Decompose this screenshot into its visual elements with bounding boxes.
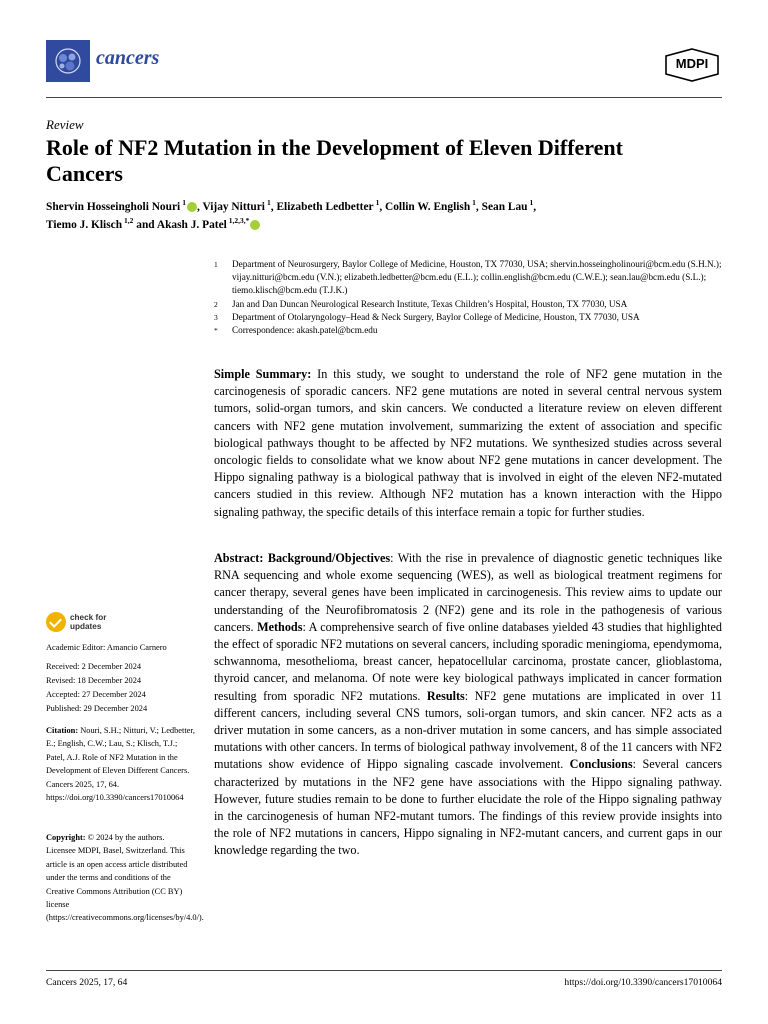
author-affiliation-mark: 1,2,3,*	[228, 216, 250, 226]
cells-icon	[46, 40, 90, 82]
affiliation-text: Correspondence: akash.patel@bcm.edu	[232, 325, 378, 336]
affiliation-item	[214, 298, 724, 311]
author-affiliation-mark: 1,2	[124, 216, 134, 226]
affiliation-item	[214, 258, 724, 298]
author	[276, 198, 380, 213]
affiliation-text: Jan and Dan Duncan Neurological Research Institute, Texas Children’s Hospital, Houston, TX 77030, USA	[232, 298, 628, 309]
author-affiliation-mark: 1	[266, 198, 271, 208]
footer-doi-link[interactable]: https://doi.org/10.3390/cancers17010064	[564, 977, 722, 988]
footer-citation: Cancers 2025, 17, 64	[46, 977, 128, 988]
affiliation-mark: 2	[214, 299, 218, 309]
abstract-label: Abstract: Background/Objectives	[214, 551, 391, 565]
author	[46, 216, 134, 231]
author-affiliation-mark: 1	[375, 198, 380, 208]
author	[385, 198, 476, 213]
check-updates-line1: check for	[70, 613, 107, 622]
author-list: Shervin Hosseingholi Nouri $^1$ , Vijay Nitturi $^1$, Elizabeth Ledbetter $^1$, Collin W. English $^1$, Sean Lau $^1$, Tiemo J. Klisch $^{1,2}$ and Akash J. Patel $^{1,2,3,*}$	[46, 198, 537, 231]
article-title	[46, 135, 686, 187]
affiliation-mark: *	[214, 326, 218, 336]
affiliations	[214, 258, 724, 337]
affiliation-item	[214, 324, 724, 337]
revised-date: Revised: 18 December 2024	[46, 676, 142, 685]
footer-divider	[46, 970, 722, 971]
author-name: Elizabeth Ledbetter	[276, 201, 374, 213]
publisher-logo	[664, 48, 720, 82]
copyright-label: Copyright:	[46, 833, 86, 842]
citation-label: Citation:	[46, 726, 79, 735]
abstract	[214, 550, 722, 860]
accepted-date: Accepted: 27 December 2024	[46, 690, 146, 699]
methods-label: Methods	[257, 619, 303, 634]
author-affiliation-mark: 1	[182, 198, 186, 208]
journal-logo	[46, 40, 90, 82]
author	[202, 198, 271, 213]
title-text: Role of NF2 Mutation in the Development of Eleven Different Cancers	[46, 135, 623, 186]
abstract-background: : With the rise in prevalence of diagnostic genetic techniques like RNA sequencing and whole exome sequencing (WES), as well as biological treatment regimens for cancer therapy, several genes have been implicated in carcinogenesis. This review aims to update our understanding of the Neurofibromatosis 2 (NF2) gene and its role in the pathogenesis of various cancers.	[214, 551, 722, 634]
article-type: Review	[46, 117, 84, 132]
citation-text: Nouri, S.H.; Nitturi, V.; Ledbetter, E.; English, C.W.; Lau, S.; Klisch, T.J.; Patel, A.J. Role of NF2 Mutation in the Development of Eleven Different Cancers. Cancers 2025, 17, 64. https://doi.org/10.3390/cancers17010064	[46, 726, 195, 803]
check-updates-line2: updates	[70, 622, 102, 631]
results-label: Results	[426, 688, 465, 703]
simple-summary-text: In this study, we sought to understand the role of NF2 gene mutation in the carcinogenesis of sporadic cancers. NF2 gene mutations are noted in several central nervous system tumors, solid-organ tumors, and skin cancers. We conducted a literature review on eleven different cancers with NF2 gene mutation involvement, summarizing the extent of association and specific biological pathways thought to be affected by NF2 mutations. We synthesized studies across several oncologic fields to consolidate what we know about NF2 gene mutations in cancer development. The Hippo signaling pathway is a biological pathway that is involved in eight of the eleven NF2-mutated cancers studied in this review. Although NF2 mutation has a known interaction with the Hippo signaling pathway, the specific details of this interface remain a topic for further studies.	[214, 367, 723, 519]
author-affiliation-mark: 1	[472, 198, 476, 208]
author	[46, 198, 197, 213]
abstract-methods: : A comprehensive search of five online databases yielded 43 studies that highlighted the effect of sporadic NF2 mutations on several cancers, including sporadic meningioma, ependymoma, schwannoma, mesothelioma, breast cancer, hepatocellular carcinoma, prostate cancer, glioblastoma, thyroid cancer, and melanoma. Of note were key biological pathways implicated in cancer formation resulting from sporadic NF2 mutations.	[214, 619, 722, 703]
copyright	[46, 831, 204, 925]
author-name: Sean Lau	[481, 201, 528, 213]
copyright-text: © 2024 by the authors. Licensee MDPI, Basel, Switzerland. This article is an open access article distributed under the terms and conditions of the Creative Commons Attribution (CC BY) license (https://creativecommons.org/licenses/by/4.0/).	[46, 833, 204, 923]
received-date: Received: 2 December 2024	[46, 662, 142, 671]
author-name: Vijay Nitturi	[202, 201, 265, 213]
author-name: Shervin Hosseingholi Nouri	[46, 201, 181, 213]
published-date: Published: 29 December 2024	[46, 704, 148, 713]
citation	[46, 724, 196, 804]
conclusions-label: Conclusions	[569, 757, 633, 772]
affiliation-text: Department of Otolaryngology–Head & Neck Surgery, Baylor College of Medicine, Houston, TX 77030, USA	[232, 311, 640, 322]
abstract-results: : NF2 gene mutations are implicated in over 11 different cancers, including several CNS tumors, soli-organ tumors, and skin cancer. NF2 acts as a driver mutation in some cancers, as a non-driver mutation in some cancers, and has simple associated mutations with other cancers. In terms of biological pathway involvement, 8 of the 11 cancers with NF2 mutations show evidence of Hippo signaling cascade involvement.	[214, 688, 722, 772]
simple-summary	[214, 366, 722, 521]
affiliation-mark: 1	[214, 260, 218, 269]
journal-name: cancers	[96, 47, 160, 69]
affiliation-item	[214, 311, 724, 324]
affiliation-text: Department of Neurosurgery, Baylor College of Medicine, Houston, TX 77030, USA; shervin.hosseingholinouri@bcm.edu (S.H.N.); vijay.nitturi@bcm.edu (V.N.); elizabeth.ledbetter@bcm.edu (E.L.); collin.english@bcm.edu (C.W.E.); sean.lau@bcm.edu (S.L.); tiemo.klisch@bcm.edu (T.J.K.)	[232, 259, 722, 296]
header-divider	[46, 97, 722, 98]
author	[156, 216, 261, 231]
abstract-conclusions: : Several cancers characterized by mutations in the NF2 gene have associations with the Hippo signaling pathway. However, future studies remain to be done to further elucidate the role of the Hippo signaling pathway in the carcinogenesis of human NF2-mutant tumors. The findings of this review provide insights into the role of NF2 mutations in cancers, Hippo signaling in NF2-mutant cancers, and current gaps in our knowledge regarding the two.	[214, 757, 722, 858]
simple-summary-label: Simple Summary:	[214, 367, 312, 381]
affiliation-mark: 3	[214, 312, 218, 322]
orcid-icon[interactable]	[250, 220, 260, 230]
author-name: Tiemo J. Klisch	[46, 219, 123, 231]
publisher-name: MDPI	[675, 56, 709, 71]
author-affiliation-mark: 1	[529, 198, 534, 208]
orcid-icon[interactable]	[187, 202, 197, 212]
check-for-updates-label	[70, 613, 106, 631]
author-name: Akash J. Patel	[156, 219, 227, 231]
author-name: Collin W. English	[385, 201, 471, 213]
author	[481, 198, 534, 213]
academic-editor: Academic Editor: Amancio Carnero	[46, 643, 167, 652]
checkmark-icon	[46, 612, 66, 632]
check-for-updates-button[interactable]	[46, 612, 106, 632]
